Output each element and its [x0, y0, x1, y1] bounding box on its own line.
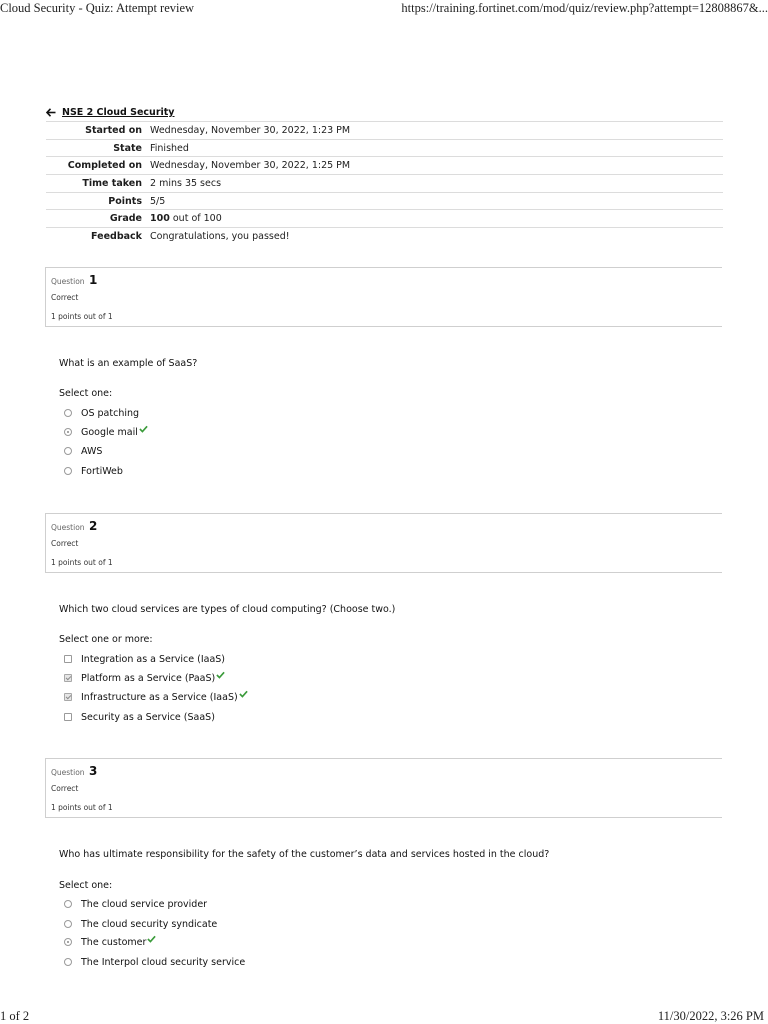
question-state: Correct — [51, 784, 79, 793]
summary-row-started — [46, 122, 723, 140]
summary-label: Started on — [85, 124, 142, 136]
summary-row-state — [46, 139, 723, 157]
print-footer — [0, 1009, 768, 1024]
answer-option[interactable] — [64, 710, 215, 724]
answer-option[interactable] — [64, 955, 245, 969]
summary-value — [150, 210, 723, 228]
radio-button[interactable] — [64, 920, 72, 928]
answer-option[interactable] — [64, 917, 217, 931]
answer-label: Infrastructure as a Service (IaaS) — [81, 691, 238, 703]
answer-label: The cloud security syndicate — [81, 918, 218, 930]
answer-option[interactable] — [64, 690, 248, 704]
page-number: 1 of 2 — [0, 1009, 30, 1023]
arrow-left-icon — [46, 108, 56, 117]
summary-value: Wednesday, November 30, 2022, 1:25 PM — [150, 160, 351, 172]
answer-prompt: Select one: — [59, 388, 113, 399]
page-url: https://training.fortinet.com/mod/quiz/review.php?attempt=12808867&... — [401, 1, 768, 15]
summary-row-grade — [46, 210, 723, 228]
back-to-course-link[interactable] — [46, 107, 175, 118]
radio-button-selected[interactable] — [64, 938, 72, 946]
answer-label: Platform as a Service (PaaS) — [81, 672, 216, 684]
answer-option[interactable] — [64, 444, 102, 458]
checkbox-checked[interactable] — [64, 693, 72, 701]
radio-button-selected[interactable] — [64, 428, 72, 436]
answer-option[interactable] — [64, 897, 207, 911]
question-info-box — [45, 513, 722, 573]
summary-label: Completed on — [67, 160, 142, 172]
summary-row-feedback — [46, 228, 723, 246]
grade-score: 100 — [150, 213, 170, 225]
question-grade: 1 points out of 1 — [51, 558, 113, 567]
answer-label: FortiWeb — [81, 465, 123, 477]
answer-label: The Interpol cloud security service — [81, 956, 246, 968]
radio-button[interactable] — [64, 409, 72, 417]
question-text: What is an example of SaaS? — [59, 358, 198, 369]
answer-prompt: Select one or more: — [59, 634, 153, 645]
answer-option[interactable] — [64, 425, 148, 439]
radio-button[interactable] — [64, 467, 72, 475]
question-state: Correct — [51, 539, 79, 548]
answer-label: The cloud service provider — [81, 898, 208, 910]
checkmark-icon — [139, 425, 148, 433]
answer-option[interactable] — [64, 652, 225, 666]
checkbox-checked[interactable] — [64, 674, 72, 682]
summary-label: Time taken — [82, 177, 142, 189]
checkmark-icon — [239, 690, 248, 698]
checkbox[interactable] — [64, 655, 72, 663]
question-info-box — [45, 267, 722, 327]
question-state: Correct — [51, 293, 79, 302]
question-number: Question 1 — [51, 273, 98, 287]
question-info-box — [45, 758, 722, 818]
question-text: Which two cloud services are types of cloud computing? (Choose two.) — [59, 604, 396, 615]
answer-option[interactable] — [64, 464, 123, 478]
checkmark-icon — [147, 935, 156, 943]
checkbox[interactable] — [64, 713, 72, 721]
question-grade: 1 points out of 1 — [51, 312, 113, 321]
answer-label: The customer — [81, 936, 147, 948]
radio-button[interactable] — [64, 447, 72, 455]
attempt-summary-table — [46, 121, 723, 245]
answer-label: Google mail — [81, 426, 138, 438]
answer-option[interactable] — [64, 935, 156, 949]
summary-label: State — [113, 142, 142, 154]
summary-row-points — [46, 192, 723, 210]
summary-row-completed — [46, 157, 723, 175]
answer-label: OS patching — [81, 407, 140, 419]
answer-label: Security as a Service (SaaS) — [81, 711, 215, 723]
summary-value: Wednesday, November 30, 2022, 1:23 PM — [150, 124, 351, 136]
answer-option[interactable] — [64, 671, 225, 685]
summary-value: Finished — [150, 142, 189, 154]
summary-value: Congratulations, you passed! — [150, 231, 290, 243]
question-number: Question 3 — [51, 764, 98, 778]
question-number: Question 2 — [51, 519, 98, 533]
checkmark-icon — [216, 671, 225, 679]
answer-label: AWS — [81, 445, 103, 457]
page-title: Cloud Security - Quiz: Attempt review — [0, 1, 195, 15]
print-datetime: 11/30/2022, 3:26 PM — [657, 1009, 764, 1023]
summary-value: 2 mins 35 secs — [150, 177, 222, 189]
answer-prompt: Select one: — [59, 880, 113, 891]
grade-out-of: out of 100 — [169, 213, 222, 225]
question-text: Who has ultimate responsibility for the safety of the customer’s data and services hosted in the cloud? — [59, 849, 550, 860]
summary-label: Points — [108, 195, 142, 207]
radio-button[interactable] — [64, 900, 72, 908]
summary-label: Grade — [109, 213, 142, 225]
question-grade: 1 points out of 1 — [51, 803, 113, 812]
print-header — [0, 0, 768, 18]
summary-label: Feedback — [91, 231, 142, 243]
back-link-label[interactable]: NSE 2 Cloud Security — [62, 107, 175, 118]
answer-option[interactable] — [64, 406, 139, 420]
summary-value: 5/5 — [150, 195, 166, 207]
answer-label: Integration as a Service (IaaS) — [81, 653, 226, 665]
summary-row-time-taken — [46, 175, 723, 193]
radio-button[interactable] — [64, 958, 72, 966]
